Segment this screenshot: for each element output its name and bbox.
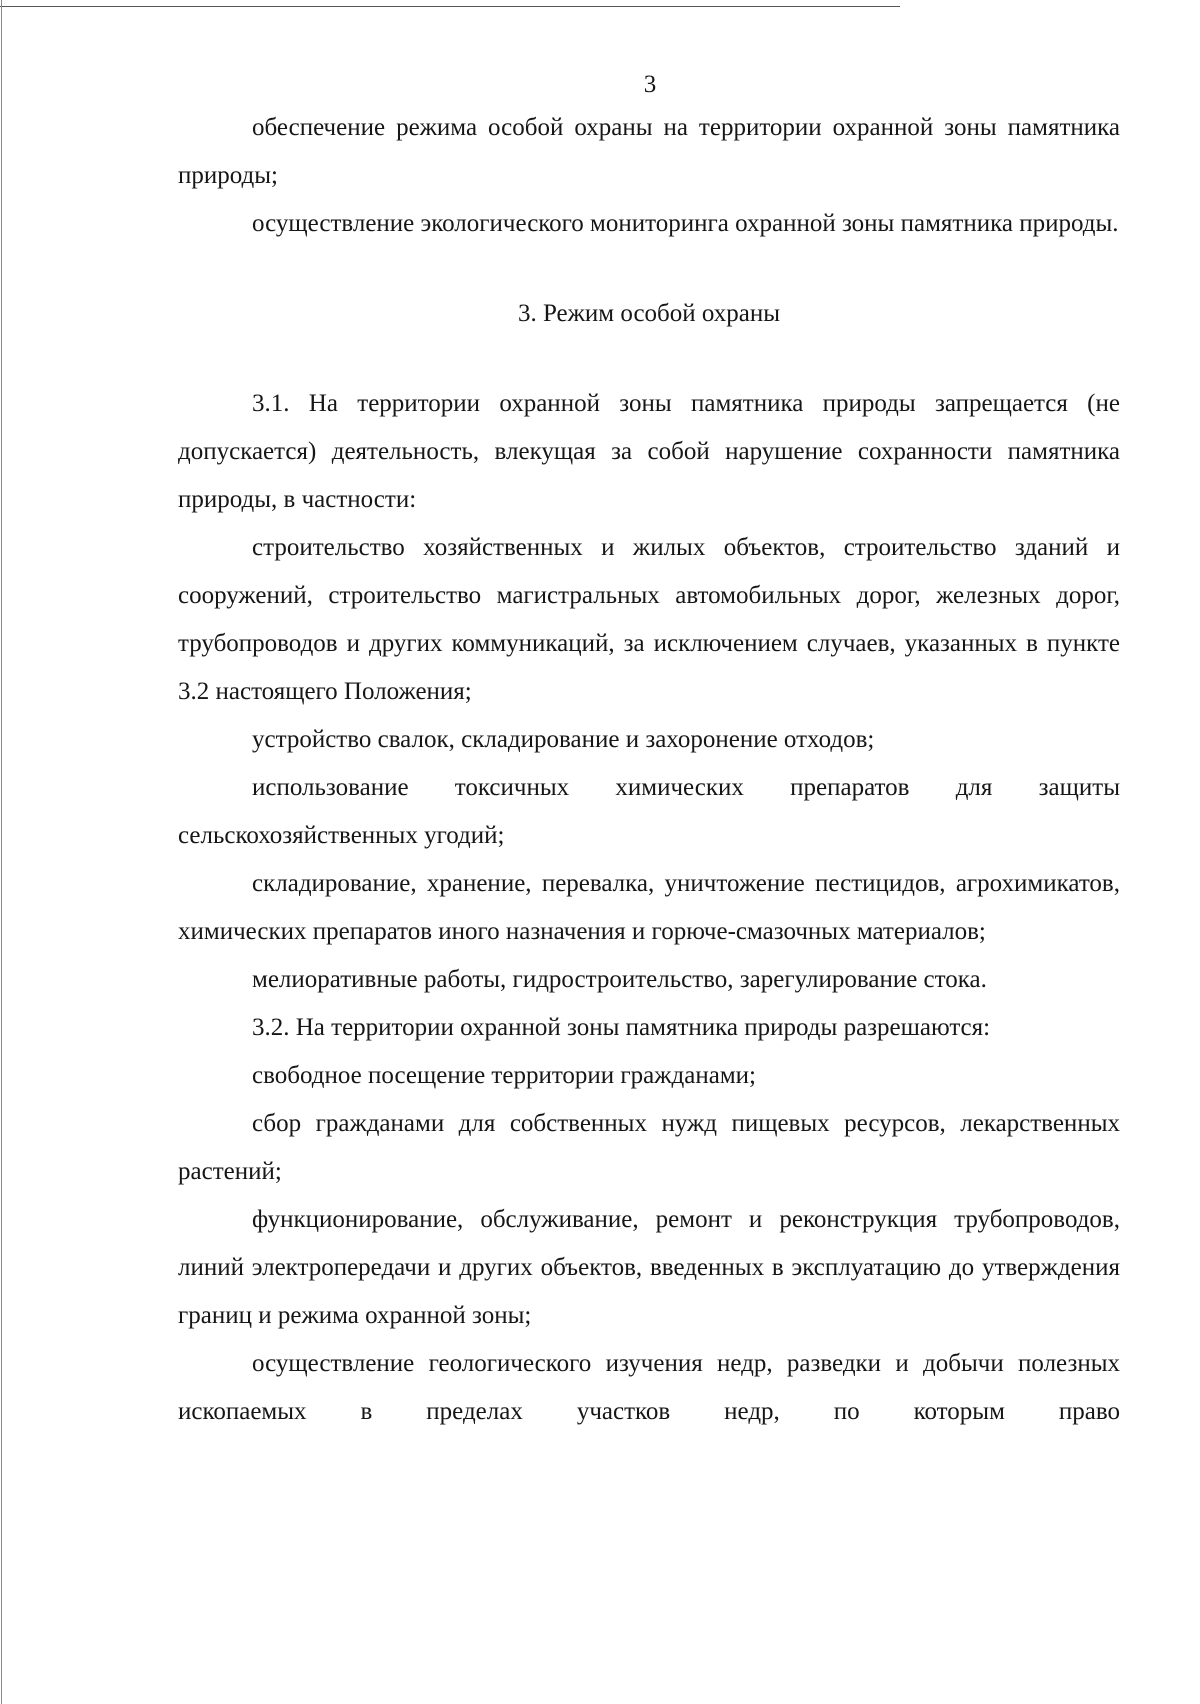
paragraph-geological-exploration: осуществление геологического изучения недр, разведки и добычи полезных ископаемых в пределах участков недр, по которым право [178, 1350, 1120, 1425]
section-heading: 3. Режим особой охраны [517, 300, 781, 327]
paragraph-free-visiting: свободное посещение территории гражданами; [252, 1062, 756, 1089]
scan-top-edge-line [0, 6, 900, 7]
paragraph-special-protection-regime: обеспечение режима особой охраны на территории охранной зоны памятника природы; [178, 114, 1120, 189]
page-number: 3 [643, 71, 657, 98]
document-body [178, 104, 1120, 1436]
paragraph-construction-ban: строительство хозяйственных и жилых объектов, строительство зданий и сооружений, строительство магистральных автомобильных дорог, железных дорог, трубопроводов и других коммуникаций, за исключением случаев, указанных в пункте 3.2 настоящего Положения; [178, 534, 1120, 705]
paragraph-melioration-ban: мелиоративные работы, гидростроительство, зарегулирование стока. [252, 966, 987, 993]
paragraph-landfill-ban: устройство свалок, складирование и захоронение отходов; [252, 726, 875, 753]
scan-left-edge-line [1, 0, 2, 1704]
paragraph-3-2-permitted-activity: 3.2. На территории охранной зоны памятника природы разрешаются: [252, 1014, 991, 1041]
paragraph-pesticide-storage-ban: складирование, хранение, перевалка, уничтожение пестицидов, агрохимикатов, химических препаратов иного назначения и горюче-смазочных материалов; [178, 870, 1120, 945]
paragraph-resource-gathering: сбор гражданами для собственных нужд пищевых ресурсов, лекарственных растений; [178, 1110, 1120, 1185]
paragraph-toxic-chemicals-ban: использование токсичных химических препаратов для защиты сельскохозяйственных угодий; [178, 774, 1120, 849]
paragraph-3-1-prohibited-activity: 3.1. На территории охранной зоны памятника природы запрещается (не допускается) деятельность, влекущая за собой нарушение сохранности памятника природы, в частности: [178, 390, 1120, 513]
paragraph-ecological-monitoring: осуществление экологического мониторинга охранной зоны памятника природы. [252, 210, 1119, 237]
paragraph-infrastructure-maintenance: функционирование, обслуживание, ремонт и реконструкция трубопроводов, линий электропередачи и других объектов, введенных в эксплуатацию до утверждения границ и режима охранной зоны; [178, 1206, 1120, 1329]
